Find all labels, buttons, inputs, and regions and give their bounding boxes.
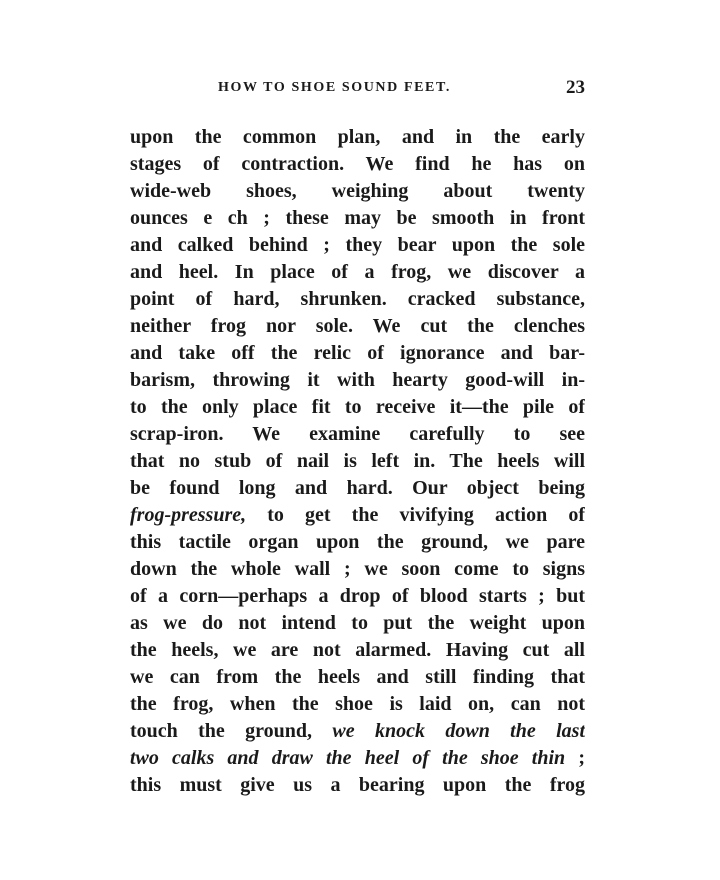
text-line — [130, 556, 585, 583]
italic-text-run: we knock down the last — [332, 720, 585, 742]
page-number: 23 — [566, 77, 585, 98]
text-run: this must give us a bearing upon the frog — [130, 774, 585, 796]
text-line — [130, 151, 585, 178]
text-line — [130, 124, 585, 151]
text-line — [130, 610, 585, 637]
text-line — [130, 313, 585, 340]
text-run: down the whole wall ; we soon come to signs — [130, 558, 585, 580]
text-run: ounces e ch ; these may be smooth in front — [130, 207, 585, 229]
text-run: as we do not intend to put the weight upon — [130, 612, 585, 634]
text-line — [130, 475, 585, 502]
text-run: point of hard, shrunken. cracked substance, — [130, 288, 585, 310]
text-line — [130, 286, 585, 313]
text-run: barism, throwing it with hearty good-will in- — [130, 369, 585, 391]
text-line — [130, 340, 585, 367]
text-run: ; — [565, 747, 585, 769]
text-run: and calked behind ; they bear upon the sole — [130, 234, 585, 256]
text-run: touch the ground, — [130, 720, 333, 742]
text-run: the heels, we are not alarmed. Having cut all — [130, 639, 585, 661]
running-title: HOW TO SHOE SOUND FEET. — [218, 80, 451, 95]
text-line — [130, 691, 585, 718]
text-line — [130, 232, 585, 259]
text-run: the frog, when the shoe is laid on, can not — [130, 693, 585, 715]
text-run: this tactile organ upon the ground, we pare — [130, 531, 585, 553]
text-line — [130, 664, 585, 691]
text-run: to get the vivifying action of — [246, 504, 585, 526]
running-head — [130, 77, 585, 104]
text-line — [130, 745, 585, 772]
italic-text-run: two calks and draw the heel of the shoe thin — [130, 747, 566, 769]
text-line — [130, 205, 585, 232]
text-line — [130, 394, 585, 421]
text-run: that no stub of nail is left in. The heels will — [130, 450, 585, 472]
text-run: be found long and hard. Our object being — [130, 477, 585, 499]
text-run: we can from the heels and still finding that — [130, 666, 585, 688]
text-run: and take off the relic of ignorance and bar- — [130, 342, 585, 364]
text-line — [130, 448, 585, 475]
text-run: upon the common plan, and in the early — [130, 126, 585, 148]
text-run: to the only place fit to receive it—the pile of — [130, 396, 585, 418]
body-text — [130, 124, 585, 799]
text-line — [130, 772, 585, 799]
text-line — [130, 583, 585, 610]
text-run: of a corn—perhaps a drop of blood starts ; but — [130, 585, 585, 607]
text-run: stages of contraction. We find he has on — [130, 153, 585, 175]
text-run: neither frog nor sole. We cut the clenches — [130, 315, 585, 337]
italic-text-run: frog-pressure, — [130, 504, 247, 526]
text-line — [130, 502, 585, 529]
text-line — [130, 718, 585, 745]
text-line — [130, 367, 585, 394]
text-run: wide-web shoes, weighing about twenty — [130, 180, 585, 202]
text-line — [130, 421, 585, 448]
text-run: scrap-iron. We examine carefully to see — [130, 423, 585, 445]
text-line — [130, 529, 585, 556]
text-line — [130, 178, 585, 205]
text-line — [130, 637, 585, 664]
text-line — [130, 259, 585, 286]
text-run: and heel. In place of a frog, we discover a — [130, 261, 585, 283]
